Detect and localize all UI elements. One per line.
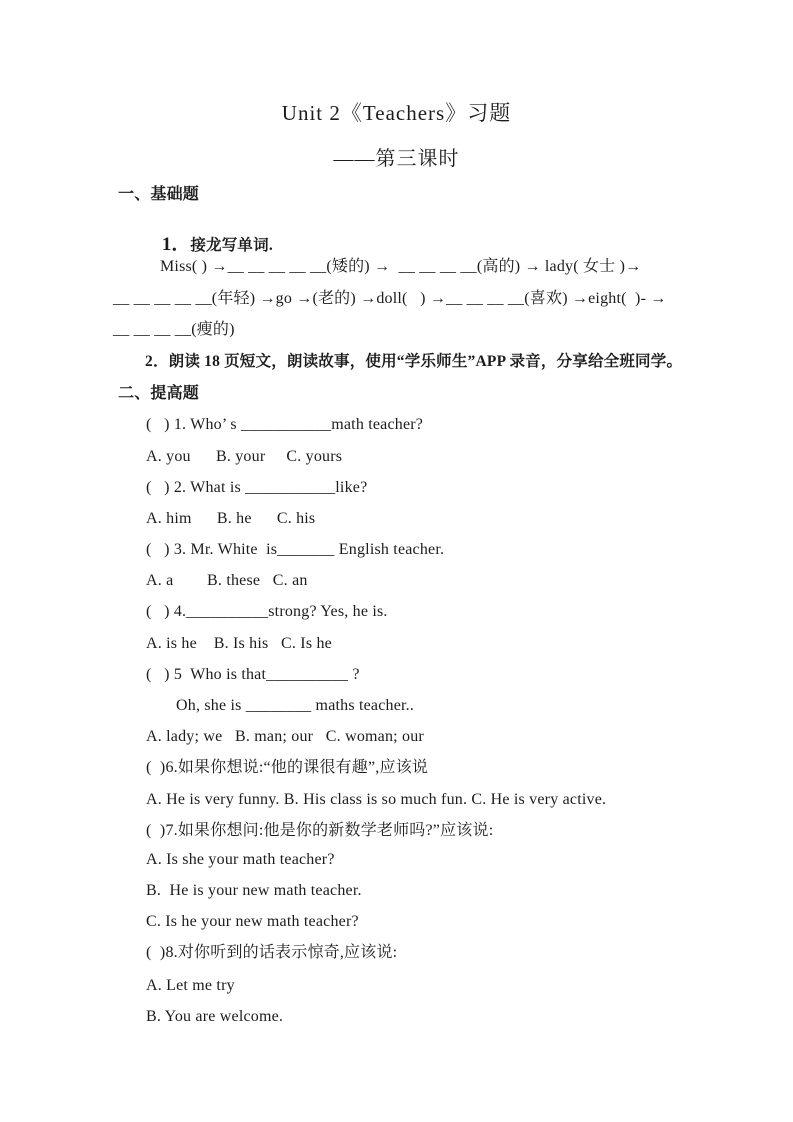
- question-7-option-a: A. Is she your math teacher?: [146, 851, 335, 868]
- question-1-options: A. you B. your C. yours: [146, 448, 343, 465]
- question-6-options: A. He is very funny. B. His class is so much fun. C. He is very active.: [146, 791, 607, 808]
- basic-item-2: 2．朗读 18 页短文，朗读故事，使用“学乐师生”APP 录音，分享给全班同学。: [145, 353, 683, 370]
- question-2-options: A. him B. he C. his: [146, 510, 316, 527]
- question-2-stem: ( ) 2. What is ___________like?: [146, 479, 368, 496]
- question-5-stem: ( ) 5 Who is that__________ ?: [146, 666, 360, 683]
- question-5-stem-line-2: Oh, she is ________ maths teacher..: [176, 697, 415, 714]
- doc-title: Unit 2《Teachers》习题: [281, 101, 512, 125]
- question-5-options: A. lady; we B. man; our C. woman; our: [146, 728, 424, 745]
- question-8-option-b: B. You are welcome.: [146, 1008, 284, 1025]
- doc-subtitle: ——第三课时: [333, 148, 460, 170]
- word-chain-line-3: __ __ __ __(瘦的): [113, 321, 235, 338]
- question-1-stem: ( ) 1. Who’ s ___________math teacher?: [146, 416, 424, 433]
- question-3-options: A. a B. these C. an: [146, 572, 308, 589]
- section-basic-header: 一、基础题: [118, 186, 200, 203]
- question-3-stem: ( ) 3. Mr. White is_______ English teacher.: [146, 541, 445, 558]
- question-7-option-b: B. He is your new math teacher.: [146, 882, 362, 899]
- question-4-stem: ( ) 4.__________strong? Yes, he is.: [146, 603, 388, 620]
- basic-item-1-number: 1．: [161, 234, 191, 256]
- basic-item-1-label: 接龙写单词.: [190, 237, 273, 255]
- word-chain-line-1: Miss( ) →__ __ __ __ __(矮的) → __ __ __ __(高的) → lady( 女士 )→: [160, 258, 642, 275]
- word-chain-line-2: __ __ __ __ __(年轻) →go →(老的) →doll( ) →__ __ __ __(喜欢) →eight( )- →: [113, 290, 667, 307]
- question-7-option-c: C. Is he your new math teacher?: [146, 913, 359, 930]
- section-advanced-header: 二、提高题: [118, 385, 200, 402]
- question-8-option-a: A. Let me try: [146, 977, 235, 994]
- question-6-stem: ( )6.如果你想说:“他的课很有趣”,应该说: [146, 759, 429, 776]
- question-8-stem: ( )8.对你听到的话表示惊奇,应该说:: [146, 944, 398, 961]
- question-7-stem: ( )7.如果你想问:他是你的新数学老师吗?”应该说:: [146, 822, 494, 839]
- question-4-options: A. is he B. Is his C. Is he: [146, 635, 332, 652]
